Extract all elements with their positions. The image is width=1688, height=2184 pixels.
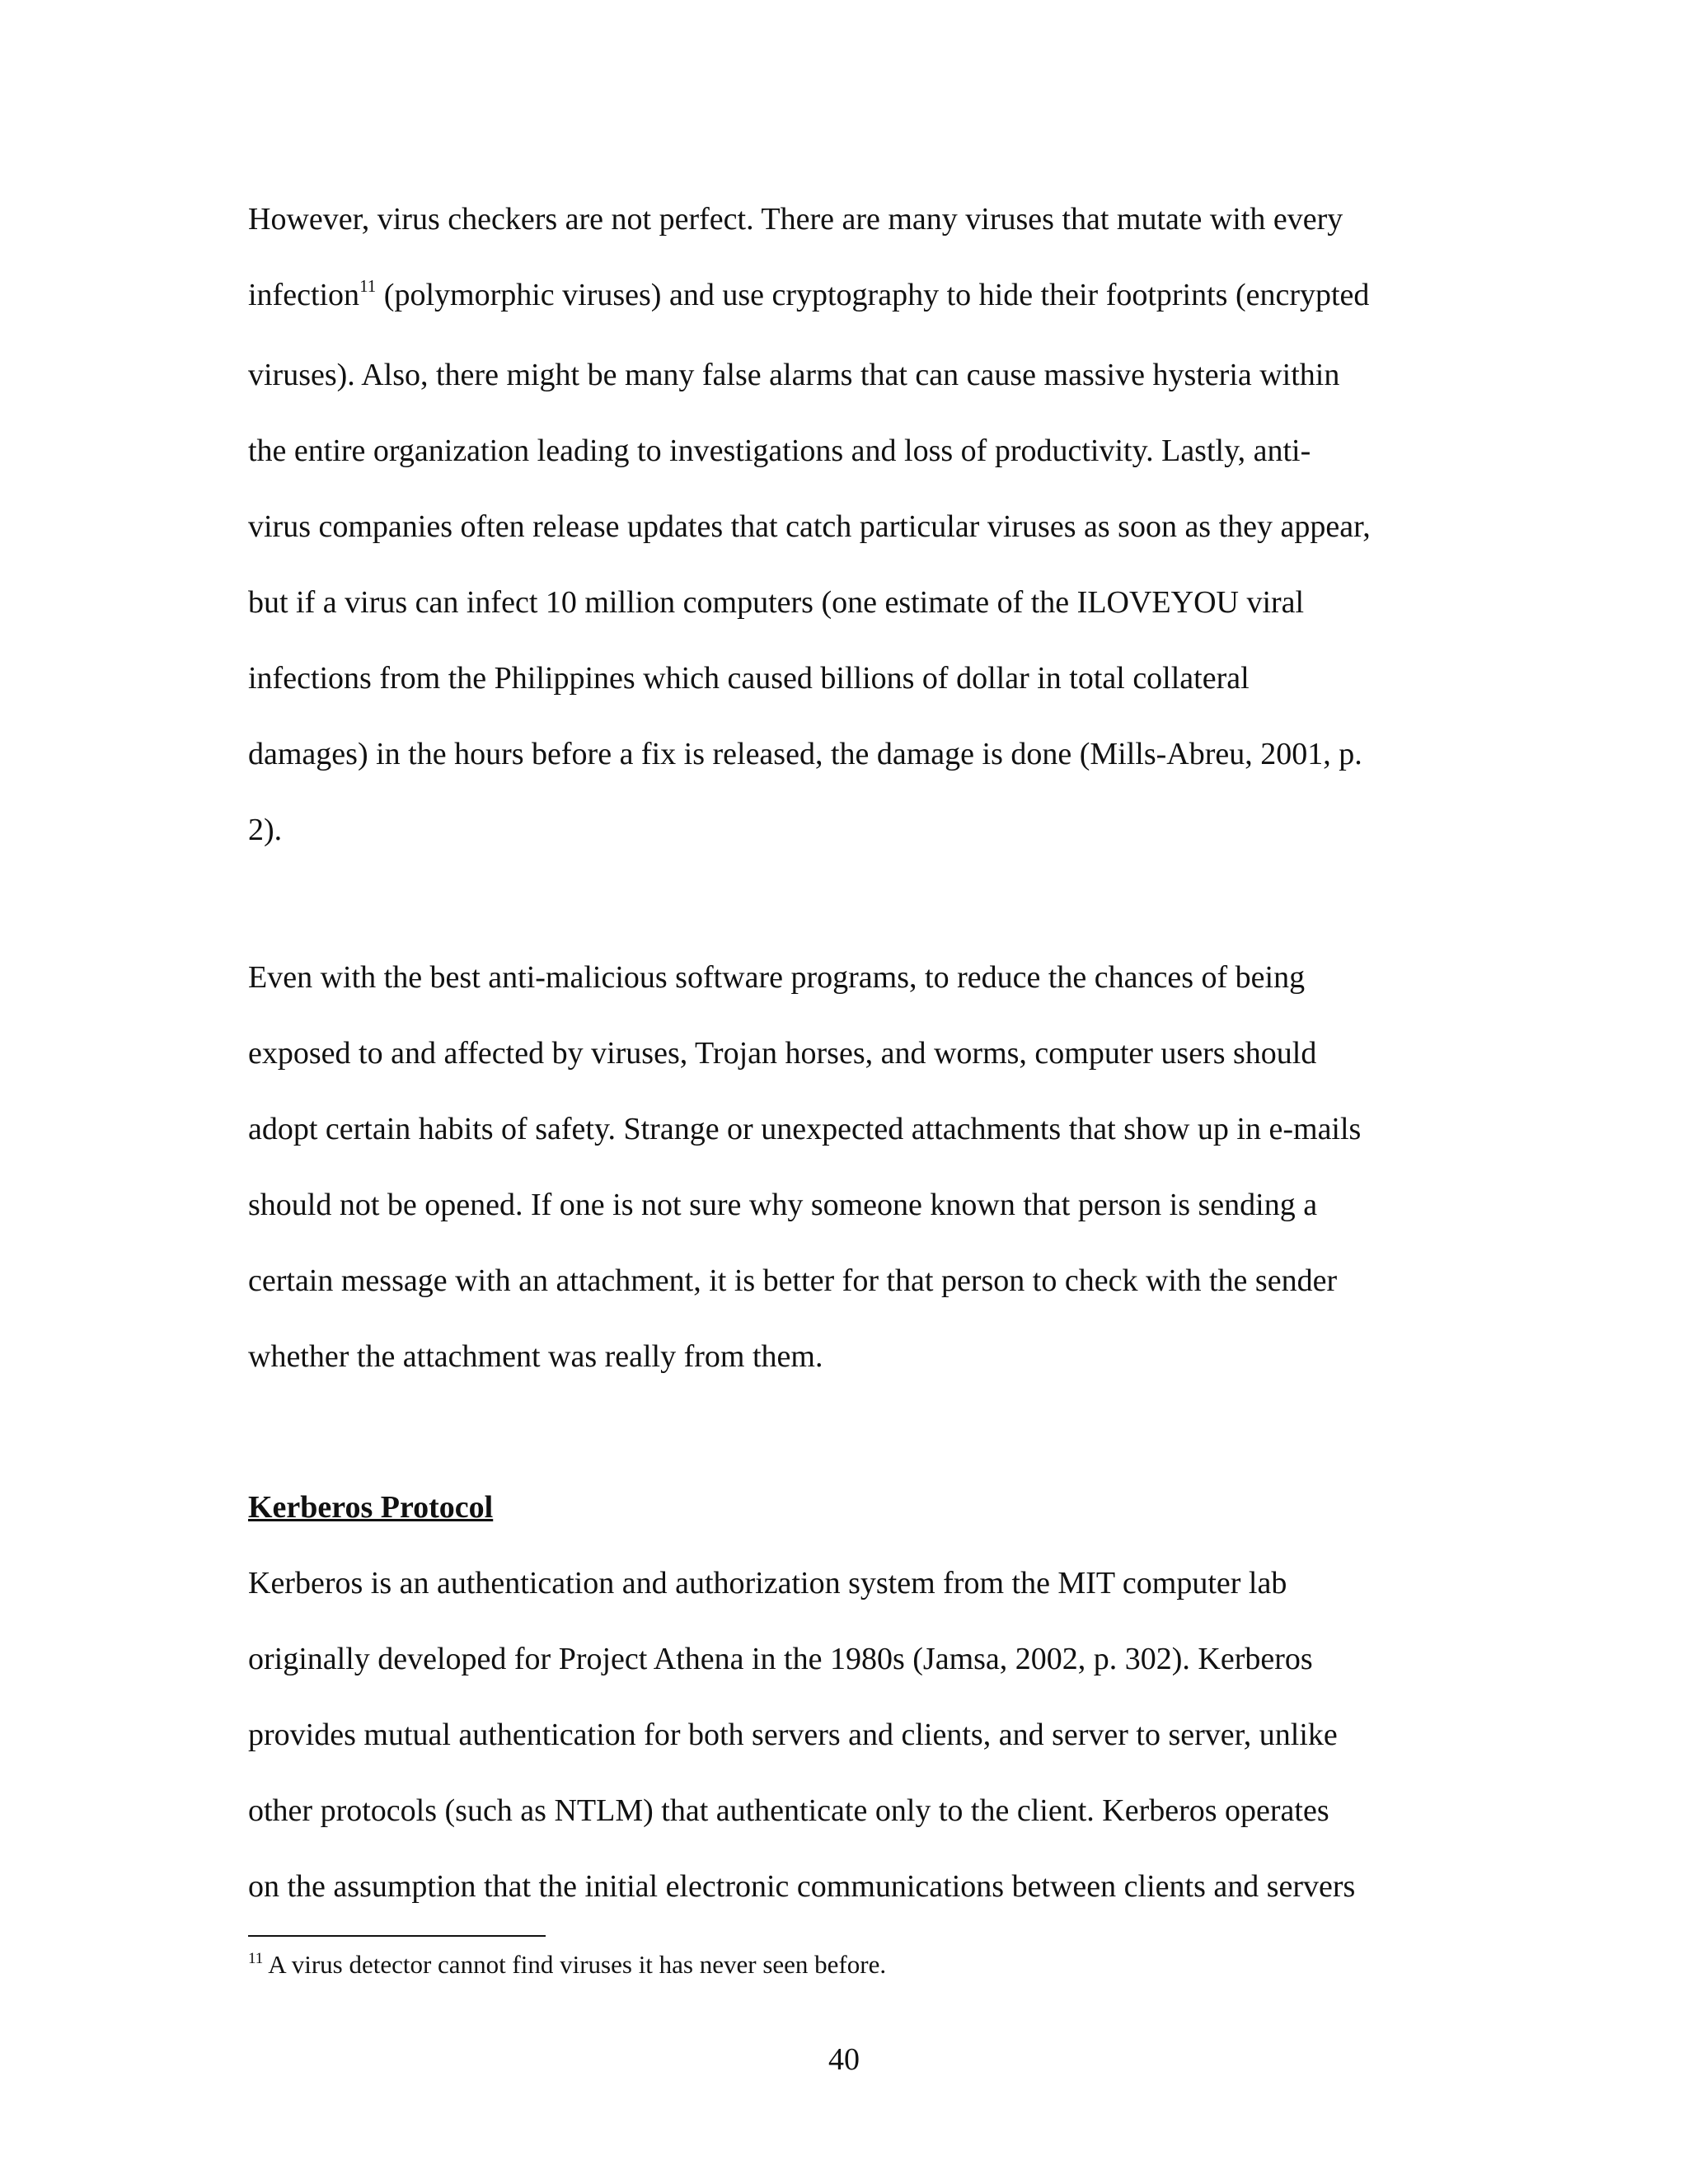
text-line: Even with the best anti-malicious software programs, to reduce the chances of being — [248, 960, 1306, 995]
text-line: Kerberos is an authentication and authorization system from the MIT computer lab — [248, 1566, 1287, 1601]
text-line: should not be opened. If one is not sure why someone known that person is sending a — [248, 1188, 1318, 1222]
text-line: the entire organization leading to investigations and loss of productivity. Lastly, anti- — [248, 434, 1311, 468]
text-fragment: infection — [248, 278, 360, 312]
text-line: viruses). Also, there might be many false alarms that can cause massive hysteria within — [248, 358, 1340, 392]
text-line-with-footnote — [248, 257, 1443, 337]
text-line: provides mutual authentication for both servers and clients, and server to server, unlike — [248, 1718, 1338, 1752]
footnote — [248, 1947, 886, 1987]
text-line: adopt certain habits of safety. Strange or unexpected attachments that show up in e-mails — [248, 1112, 1362, 1146]
paragraph-safety-habits — [248, 940, 1443, 1394]
text-line: damages) in the hours before a fix is released, the damage is done (Mills-Abreu, 2001, p. — [248, 737, 1362, 771]
text-line: whether the attachment was really from them. — [248, 1339, 823, 1374]
text-line: virus companies often release updates that catch particular viruses as soon as they appear, — [248, 509, 1371, 544]
text-line: 2). — [248, 813, 283, 847]
footnote-number: 11 — [248, 1950, 264, 1967]
text-line: originally developed for Project Athena in the 1980s (Jamsa, 2002, p. 302). Kerberos — [248, 1642, 1313, 1676]
text-line: other protocols (such as NTLM) that authenticate only to the client. Kerberos operates — [248, 1793, 1329, 1828]
paragraph-kerberos — [248, 1545, 1443, 1924]
footnote-reference[interactable]: 11 — [359, 276, 377, 296]
paragraph-virus-checkers — [248, 181, 1443, 868]
text-line: on the assumption that the initial electronic communications between clients and servers — [248, 1869, 1356, 1904]
footnote-divider — [248, 1935, 546, 1937]
text-line: infections from the Philippines which caused billions of dollar in total collateral — [248, 661, 1250, 696]
text-fragment: (polymorphic viruses) and use cryptography to hide their footprints (encrypted — [376, 278, 1370, 312]
footnote-text: A virus detector cannot find viruses it has never seen before. — [268, 1950, 887, 1979]
text-line: exposed to and affected by viruses, Trojan horses, and worms, computer users should — [248, 1036, 1317, 1071]
section-heading-kerberos: Kerberos Protocol — [248, 1490, 494, 1525]
page-number: 40 — [828, 2042, 860, 2077]
text-line: but if a virus can infect 10 million computers (one estimate of the ILOVEYOU viral — [248, 585, 1305, 620]
text-line: certain message with an attachment, it is better for that person to check with the sender — [248, 1263, 1338, 1298]
text-line: However, virus checkers are not perfect. There are many viruses that mutate with every — [248, 202, 1343, 237]
